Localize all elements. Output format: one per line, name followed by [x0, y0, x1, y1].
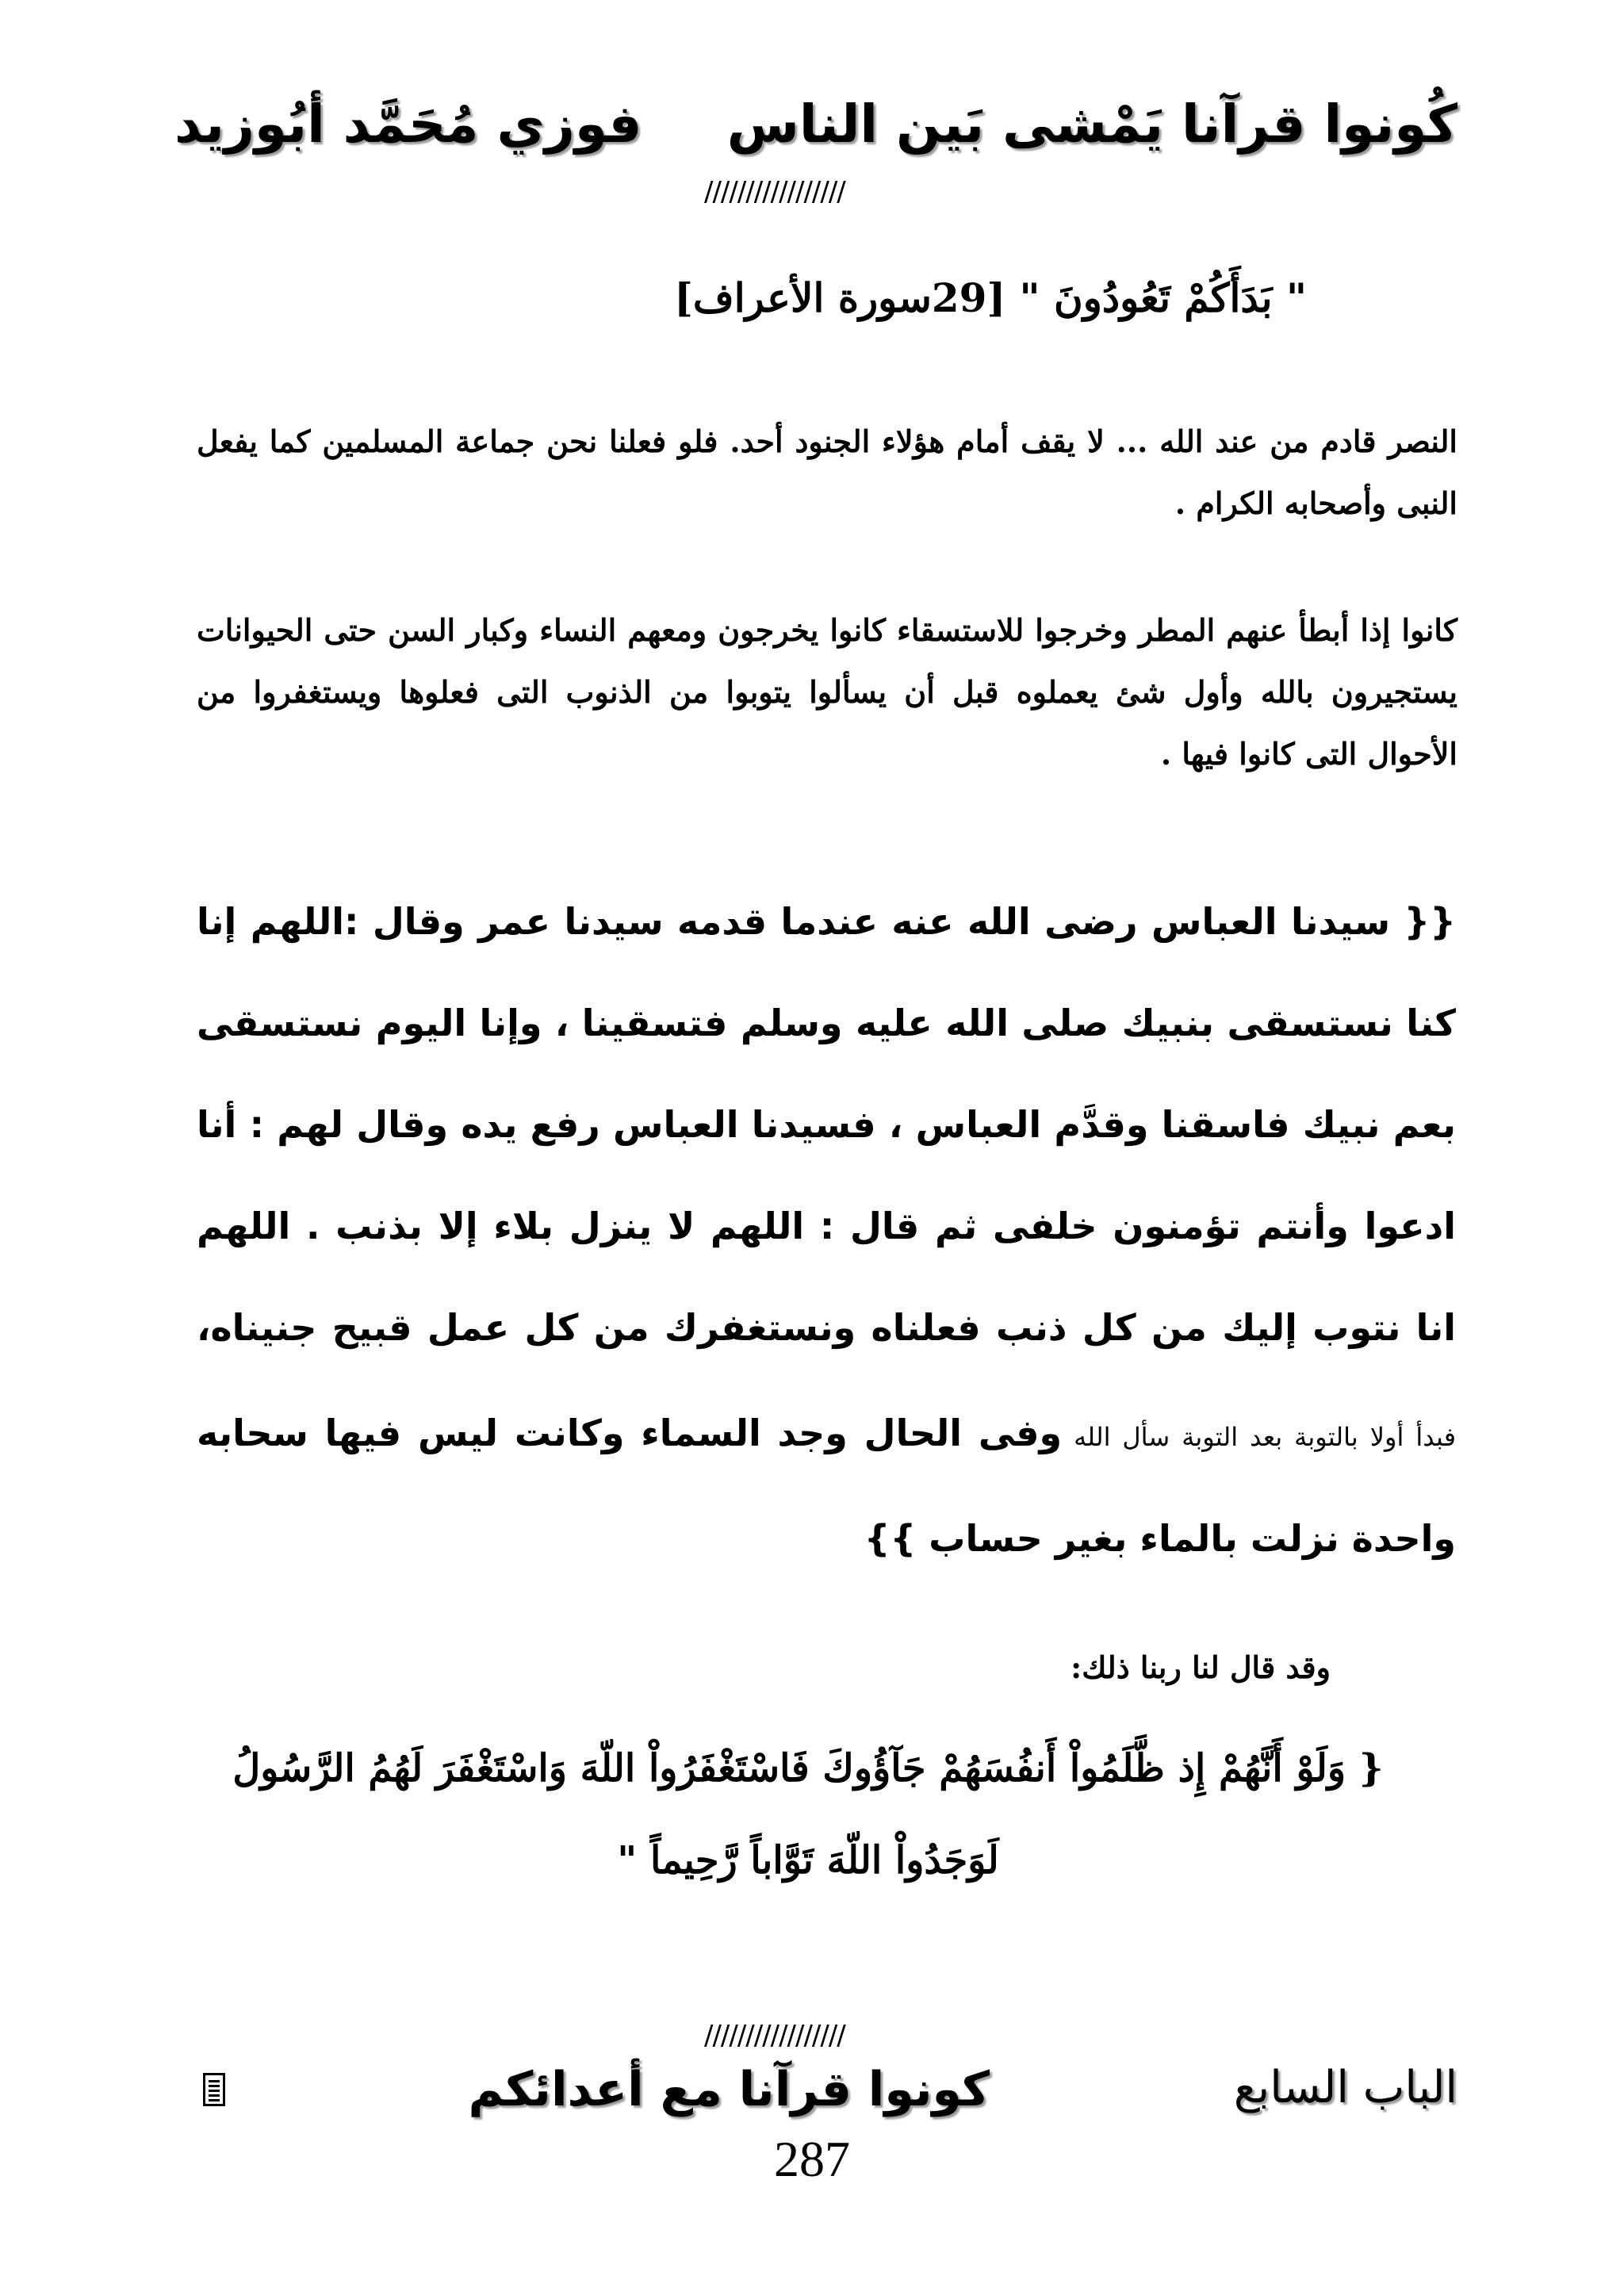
document-icon	[203, 2073, 225, 2106]
story-paragraph	[197, 871, 1456, 1589]
footer-separator: /////////////////	[704, 2020, 845, 2052]
header-separator: /////////////////	[704, 176, 845, 208]
story-text-part-3: وفى الحال وجد السماء وكانت ليس فيها سحابه واحدة نزلت بالماء بغير حساب }}	[197, 1412, 1456, 1560]
story-text-part-1: {{ سيدنا العباس رضى الله عنه عندما قدمه سيدنا عمر وقال :اللهم إنا كنا نستسقى بنبيك صلى الله عليه وسلم فتسقينا ، وإنا اليوم نستسقى بعم نبيك فاسقنا وقدَّم العباس ، فسيدنا العباس رفع يده وقال لهم : أنا ادعوا وأنتم تؤمنون خلفى ثم قال : اللهم لا ينزل بلاء إلا بذنب . اللهم انا نتوب إليك من كل ذنب فعلناه ونستغفرك من كل عمل قبيح جنيناه،	[197, 900, 1456, 1349]
book-title: كُونوا قرآنا يَمْشى بَين الناس	[726, 94, 1457, 155]
chapter-label: الباب السابع	[1233, 2062, 1457, 2113]
paragraph-1: النصر قادم من عند الله ... لا يقف أمام هؤلاء الجنود أحد. فلو فعلنا نحن جماعة المسلمين كما يفعل النبى وأصحابه الكرام .	[197, 423, 1457, 521]
page-number: 287	[774, 2131, 850, 2187]
quran-verse: { وَلَوْ أَنَّهُمْ إِذ ظَّلَمُواْ أَنفُسَهُمْ جَآؤُوكَ فَاسْتَغْفَرُواْ اللّهَ وَاسْتَغْفَرَ لَهُمُ الرَّسُولُ لَوَجَدُواْ اللّهَ تَوَّاباً رَّحِيماً "	[232, 1746, 1384, 1883]
page-footer	[174, 2062, 1457, 2133]
paragraph-2: كانوا إذا أبطأ عنهم المطر وخرجوا للاستسقاء كانوا يخرجون ومعهم النساء وكبار السن حتى الحيوانات يستجيرون بالله وأول شئ يعملوه قبل أن يسألوا يتوبوا من الذنوب التى فعلوها ويستغفروا من الأحوال التى كانوا فيها .	[197, 612, 1457, 772]
intro-line: وقد قال لنا ربنا ذلك:	[1071, 1649, 1331, 1685]
page-header	[174, 94, 1457, 173]
chapter-title: كونوا قرآنا مع أعدائكم	[468, 2062, 990, 2117]
story-text-part-2: فبدأ أولا بالتوبة بعد التوبة سأل الله	[1062, 1422, 1456, 1452]
verse-reference: " بَدَأَكُمْ تَعُودُونَ " [29سورة الأعراف]	[674, 274, 1307, 321]
author-name: فوزي مُحَمَّد أبُوزيد	[174, 94, 642, 155]
